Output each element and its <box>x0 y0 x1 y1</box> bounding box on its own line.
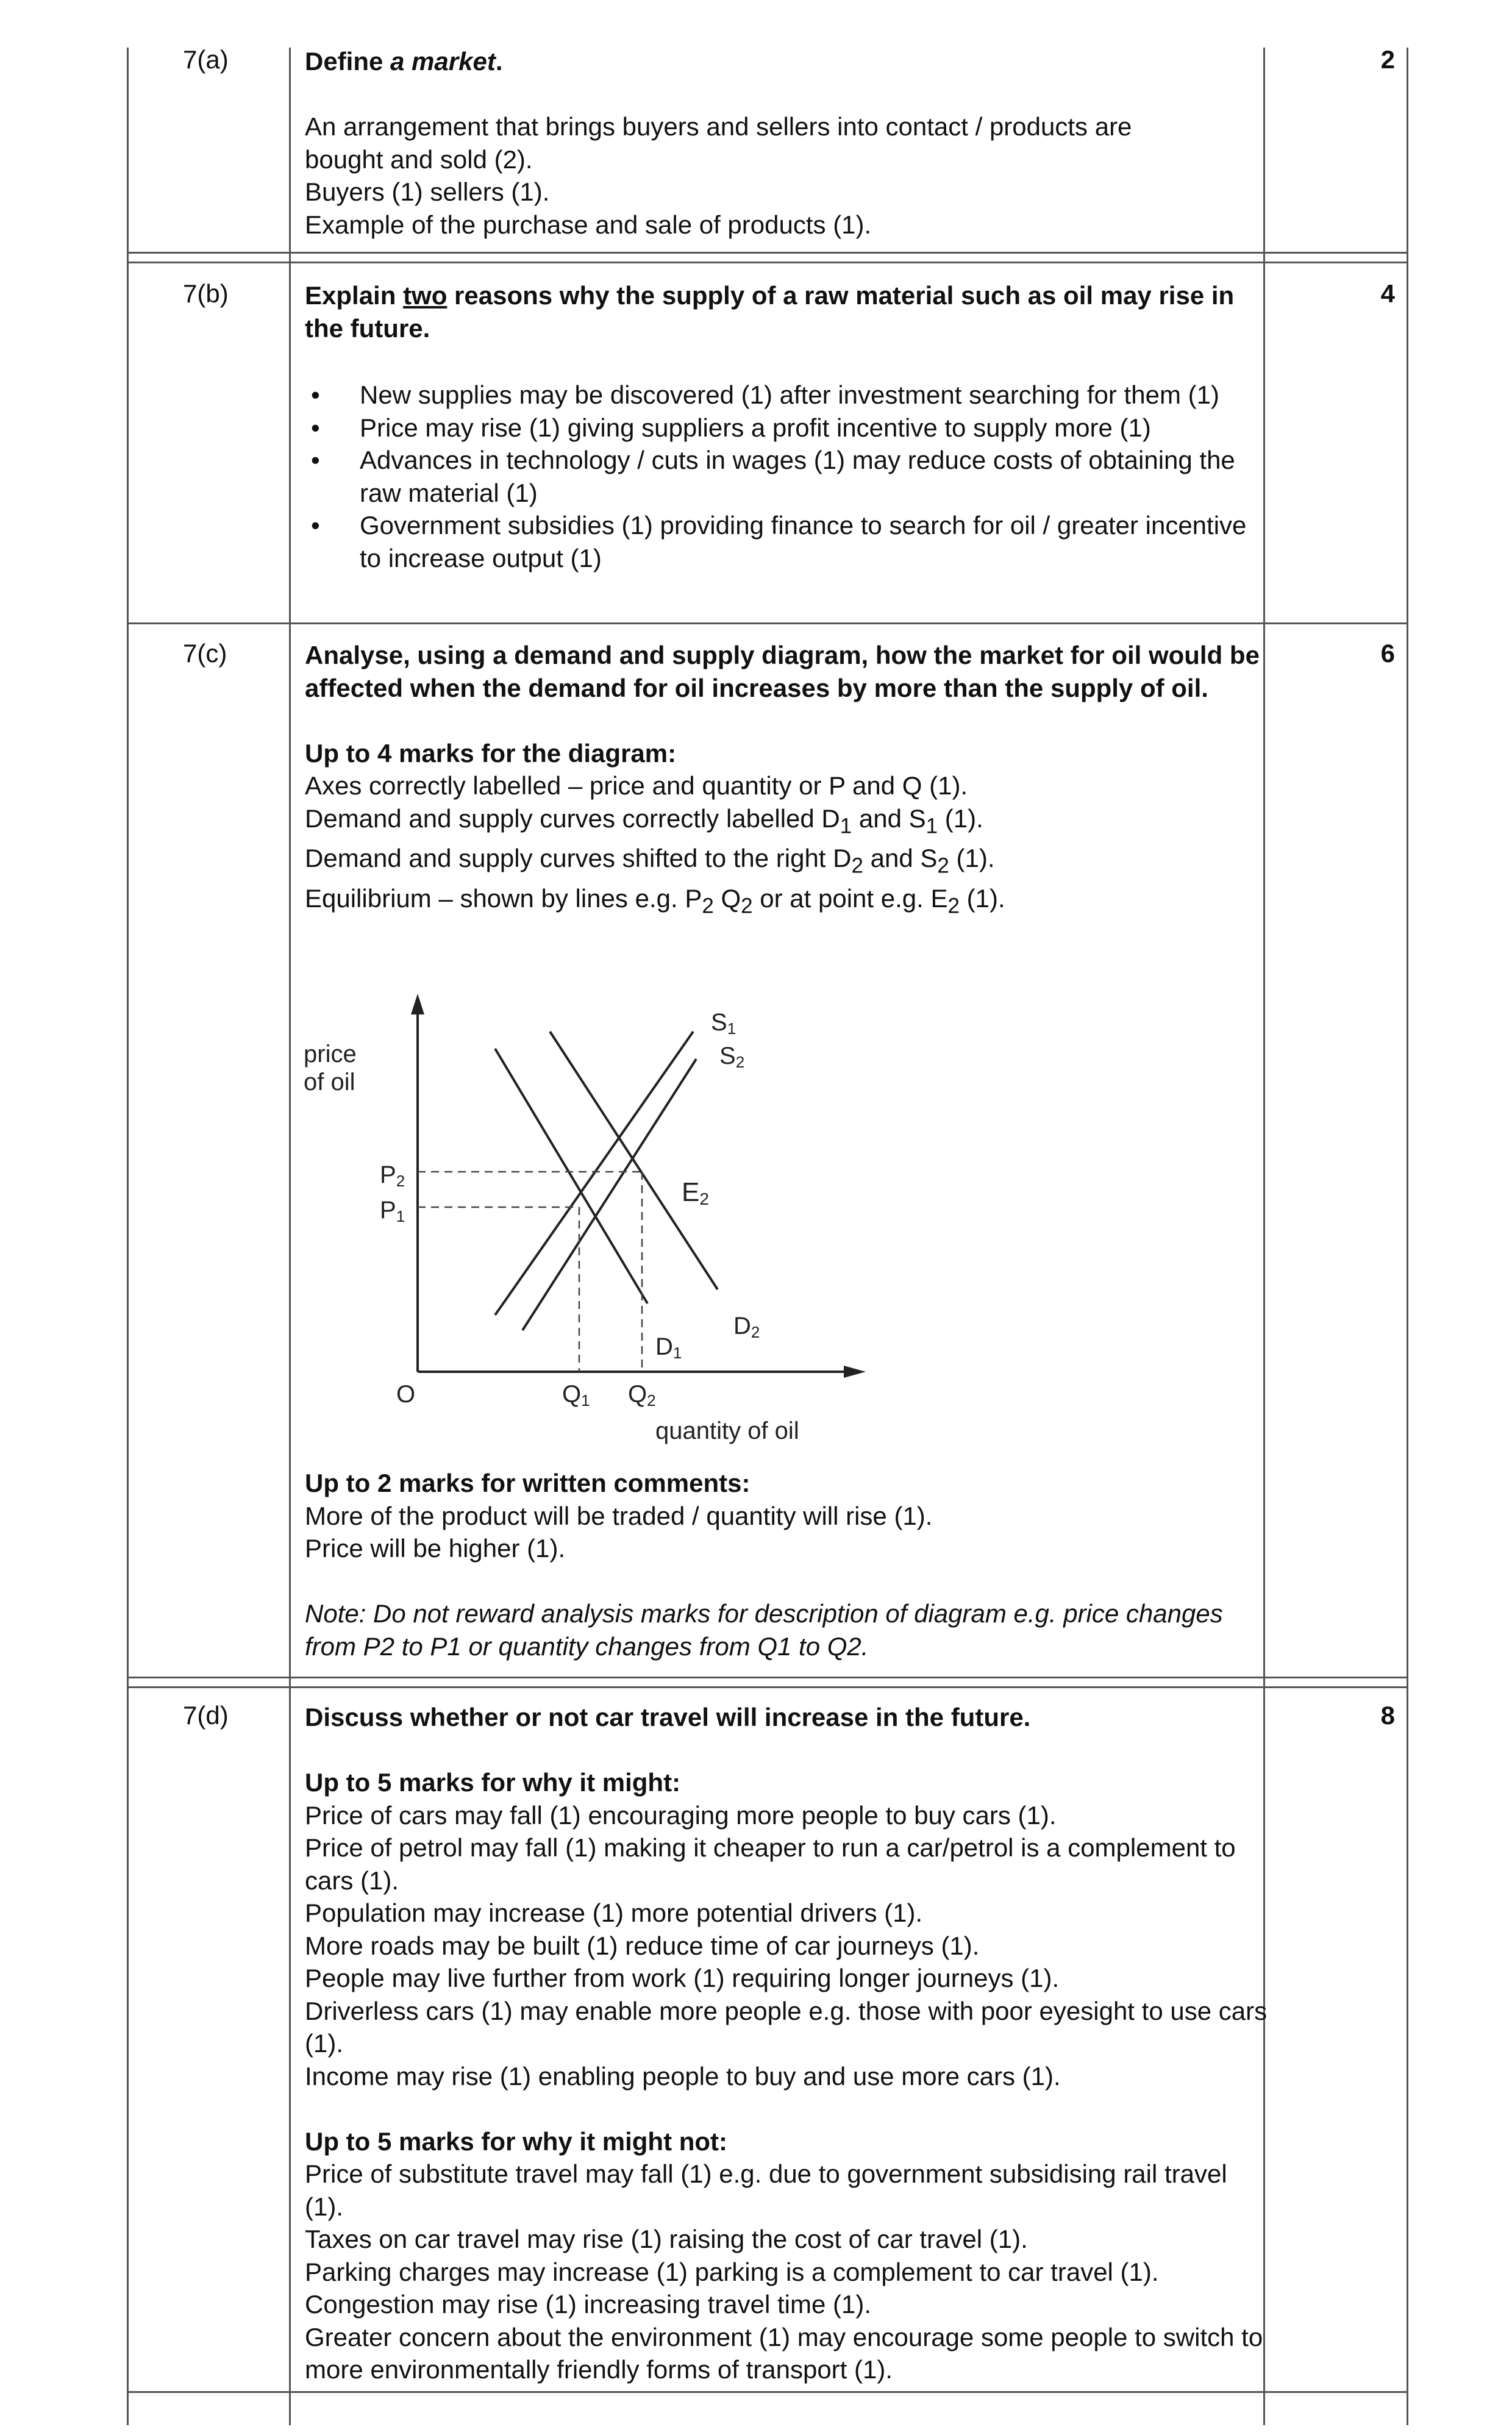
marks-7c: 6 <box>1380 639 1395 668</box>
label-s1: S1 <box>711 1009 736 1038</box>
diagram-marks-heading: Up to 4 marks for the diagram: <box>305 738 677 768</box>
label-q1: Q1 <box>562 1381 590 1410</box>
supply-curve-s1 <box>495 1032 693 1315</box>
answer-line: More roads may be built (1) reduce time of car journeys (1). <box>305 1931 980 1960</box>
list-item: • Government subsidies (1) providing finance to search for oil / greater incentive to increase output (1) <box>305 509 1268 574</box>
answer-line: Price of petrol may fall (1) making it cheaper to run a car/petrol is a complement to cars (1). <box>305 1833 1236 1895</box>
question-number-7a: 7(a) <box>183 45 229 74</box>
y-axis-label-line2: of oil <box>304 1069 355 1096</box>
answer-line: An arrangement that brings buyers and sellers into contact / products are <box>305 112 1132 141</box>
list-item: • Price may rise (1) giving suppliers a profit incentive to supply more (1) <box>305 412 1268 444</box>
marks-7b: 4 <box>1380 279 1395 308</box>
question-text-7a: Define a market. <box>305 47 503 76</box>
label-p1: P1 <box>380 1197 405 1225</box>
answer-line: Income may rise (1) enabling people to buy and use more cars (1). <box>305 2061 1061 2091</box>
demand-supply-diagram <box>287 982 872 1457</box>
answer-cell-7a <box>305 45 1268 241</box>
answer-line: Greater concern about the environment (1) may encourage some people to switch to more environmentally friendly forms of transport (1). <box>305 2322 1263 2384</box>
question-text-7b: Explain two reasons why the supply of a raw material such as oil may rise in the future. <box>305 281 1235 343</box>
y-axis-label-line1: price <box>304 1041 357 1068</box>
answer-cell-7c-comments <box>305 1467 1268 1663</box>
answer-line: Taxes on car travel may rise (1) raising the cost of car travel (1). <box>305 2225 1028 2253</box>
table-border-right <box>1407 48 1408 2425</box>
written-marks-heading: Up to 2 marks for written comments: <box>305 1469 751 1497</box>
answer-line: Example of the purchase and sale of products (1). <box>305 210 872 239</box>
row-divider-b <box>127 622 1408 624</box>
row-divider-c-top <box>127 1677 1408 1678</box>
answer-line: Parking charges may increase (1) parking is a complement to car travel (1). <box>305 2257 1159 2286</box>
table-border-left <box>127 48 129 2425</box>
answer-line: Axes correctly labelled – price and quantity or P and Q (1). <box>305 771 968 800</box>
label-p2: P2 <box>380 1161 405 1190</box>
x-axis-label: quantity of oil <box>655 1417 799 1444</box>
question-number-7c: 7(c) <box>183 639 227 668</box>
demand-curve-d2 <box>550 1032 718 1289</box>
y-axis-arrow <box>411 994 424 1014</box>
answer-cell-7c-text <box>305 639 1268 922</box>
row-divider-c-bottom <box>127 1686 1408 1688</box>
marking-note: Note: Do not reward analysis marks for description of diagram e.g. price changes from P2 to P1 or quantity changes from Q1 to Q2. <box>305 1599 1223 1661</box>
question-text-7d: Discuss whether or not car travel will increase in the future. <box>305 1703 1031 1731</box>
answer-line: Price of substitute travel may fall (1) e.g. due to government subsidising rail travel (1). <box>305 2159 1227 2221</box>
label-q2: Q2 <box>628 1381 656 1410</box>
demand-curve-d1 <box>495 1049 647 1303</box>
answer-line: More of the product will be traded / quantity will rise (1). <box>305 1501 933 1530</box>
origin-label: O <box>396 1381 416 1408</box>
label-d2: D2 <box>733 1313 760 1341</box>
label-d1: D1 <box>655 1333 682 1362</box>
answer-line: Equilibrium – shown by lines e.g. $P_2$ $Q_2$ or at point e.g. $E_2$ (1). <box>305 884 1005 918</box>
answer-line: Driverless cars (1) may enable more people e.g. those with poor eyesight to use cars (1). <box>305 1996 1268 2058</box>
question-text-7c: Analyse, using a demand and supply diagram, how the market for oil would be affected when the demand for oil increases by more than the supply of oil. <box>305 641 1260 702</box>
might-heading: Up to 5 marks for why it might: <box>305 1768 681 1797</box>
list-item: • New supplies may be discovered (1) after investment searching for them (1) <box>305 379 1268 412</box>
answer-cell-7b <box>305 279 1268 574</box>
answer-line: Population may increase (1) more potential drivers (1). <box>305 1898 923 1927</box>
answer-line: People may live further from work (1) requiring longer journeys (1). <box>305 1964 1060 1992</box>
answer-line: Congestion may rise (1) increasing travel time (1). <box>305 2290 872 2319</box>
answer-cell-7d <box>305 1701 1268 2386</box>
label-e2: E2 <box>682 1177 709 1208</box>
answer-line: Price will be higher (1). <box>305 1534 566 1563</box>
question-number-7d: 7(d) <box>183 1701 229 1730</box>
supply-curve-s2 <box>522 1059 696 1330</box>
answer-line: bought and sold (2). <box>305 144 533 174</box>
marks-7d: 8 <box>1380 1701 1395 1730</box>
answer-line: Demand and supply curves correctly labelled $D_1$ and $S_1$ (1). <box>305 804 983 838</box>
marks-7a: 2 <box>1380 45 1395 74</box>
row-divider-a-bottom <box>127 262 1408 263</box>
might-not-heading: Up to 5 marks for why it might not: <box>305 2127 728 2156</box>
bullet-list-7b <box>305 379 1268 574</box>
label-s2: S2 <box>719 1043 745 1071</box>
list-item: • Advances in technology / cuts in wages (1) may reduce costs of obtaining the raw material (1) <box>305 444 1268 509</box>
answer-line: Demand and supply curves shifted to the right $D_2$ and $S_2$ (1). <box>305 844 995 878</box>
answer-line: Price of cars may fall (1) encouraging more people to buy cars (1). <box>305 1800 1057 1830</box>
row-divider-a-top <box>127 252 1408 254</box>
x-axis-arrow <box>844 1366 866 1378</box>
table-border-bottom <box>127 2391 1408 2393</box>
question-number-7b: 7(b) <box>183 279 229 308</box>
answer-line: Buyers (1) sellers (1). <box>305 177 550 206</box>
